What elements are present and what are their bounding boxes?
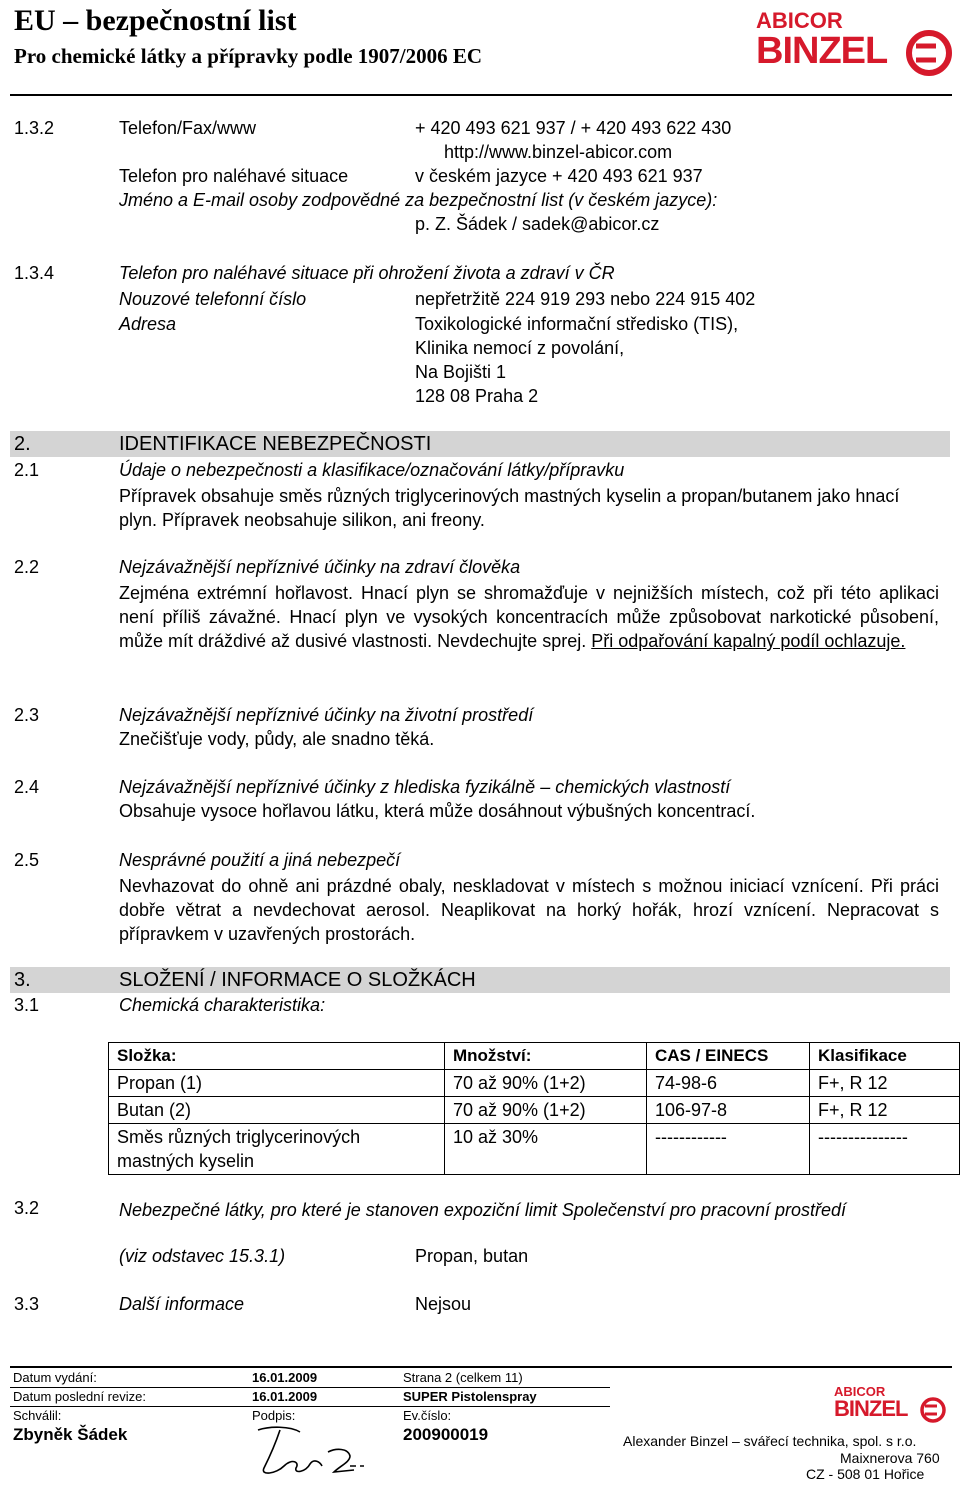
footer-street: Maixnerova 760 xyxy=(840,1450,940,1466)
s31-number: 3.1 xyxy=(14,995,40,1015)
s134-nouz-value: nepřetržitě 224 919 293 nebo 224 915 402 xyxy=(415,289,756,309)
table-cell: 10 až 30% xyxy=(445,1124,647,1175)
footer-approver: Zbyněk Šádek xyxy=(13,1425,128,1444)
s25-text: Nevhazovat do ohně ani prázdné obaly, neskladovat v místech s možnou iniciací vznícení. Při práci dobře větrat a nevdechovat aerosol. Neaplikovat na horký hořák, hrozí vznícení. Nepracovat s přípravkem v uzavřených prostorách. xyxy=(119,876,939,944)
table-header-cell: Množství: xyxy=(445,1043,647,1070)
s25-title: Nesprávné použití a jiná nebezpečí xyxy=(119,850,401,870)
s24-title: Nejzávažnější nepříznivé účinky z hlediska fyzikálně – chemických vlastností xyxy=(119,777,731,797)
table-row xyxy=(109,1097,960,1124)
table-row xyxy=(109,1070,960,1097)
footer-rule xyxy=(10,1366,952,1368)
s132-web-link[interactable]: http://www.binzel-abicor.com xyxy=(444,142,673,162)
s22-text-main: Zejména extrémní hořlavost. Hnací plyn se shromažďuje v nejnižších místech, což při této aplikaci není příliš závažné. Hnací plyn ve vysokých koncentracích může způsobovat narkotické působení, může mít dráždivé až dusivé vlastnosti. Nevdechujte sprej. xyxy=(119,583,939,651)
s132-emergency-label: Telefon pro naléhavé situace xyxy=(119,166,349,186)
s134-nouz-label: Nouzové telefonní číslo xyxy=(119,289,307,309)
s32-text: Nebezpečné látky, pro které je stanoven expoziční limit Společenství pro pracovní prostředí xyxy=(119,1200,847,1220)
s134-addr-line: Toxikologické informační středisko (TIS), xyxy=(415,314,739,334)
s24-number: 2.4 xyxy=(14,777,40,797)
footer-row-line xyxy=(10,1406,610,1407)
s134-addr-label: Adresa xyxy=(119,314,177,334)
table-cell: ------------ xyxy=(647,1124,810,1175)
s134-addr-line: Klinika nemocí z povolání, xyxy=(415,338,625,358)
table-cell: 70 až 90% (1+2) xyxy=(445,1070,647,1097)
s24-text: Obsahuje vysoce hořlavou látku, která může dosáhnout výbušných koncentrací. xyxy=(119,801,756,821)
footer-issued-value: 16.01.2009 xyxy=(252,1370,318,1385)
s32-ref: (viz odstavec 15.3.1) xyxy=(119,1246,286,1266)
footer-signature-label: Podpis: xyxy=(252,1408,296,1423)
footer-row-line xyxy=(10,1387,610,1388)
section-3-title: SLOŽENÍ / INFORMACE O SLOŽKÁCH xyxy=(119,969,476,991)
footer-ev-value: 200900019 xyxy=(403,1425,489,1444)
abicor-binzel-logo: ABICOR BINZEL xyxy=(756,8,952,78)
table-row xyxy=(109,1124,960,1175)
table-header-row xyxy=(109,1043,960,1070)
table-cell: 106-97-8 xyxy=(647,1097,810,1124)
footer-logo: ABICOR BINZEL xyxy=(820,1384,950,1426)
s21-number: 2.1 xyxy=(14,460,40,480)
s132-label: Telefon/Fax/www xyxy=(119,118,257,138)
document-subtitle: Pro chemické látky a přípravky podle 1907/2006 EC xyxy=(14,44,483,68)
s132-phones: + 420 493 621 937 / + 420 493 622 430 xyxy=(415,118,732,138)
logo-swirl-icon xyxy=(920,1396,946,1424)
footer-company: Alexander Binzel – svářecí technika, spol. s r.o. xyxy=(623,1433,917,1449)
s25-number: 2.5 xyxy=(14,850,40,870)
table-cell: --------------- xyxy=(810,1124,960,1175)
footer-ev-label: Ev.číslo: xyxy=(403,1408,452,1423)
table-header-cell: CAS / EINECS xyxy=(647,1043,810,1070)
table-cell: 74-98-6 xyxy=(647,1070,810,1097)
s33-value: Nejsou xyxy=(415,1294,472,1314)
s33-title: Další informace xyxy=(119,1294,245,1314)
footer-city: CZ - 508 01 Hořice xyxy=(806,1466,925,1482)
s134-addr-line: 128 08 Praha 2 xyxy=(415,386,539,406)
composition-table xyxy=(108,1042,960,1175)
table-cell: Propan (1) xyxy=(109,1070,445,1097)
footer-product: SUPER Pistolenspray xyxy=(403,1389,537,1404)
s32-number: 3.2 xyxy=(14,1198,40,1218)
logo-swirl-icon xyxy=(906,28,952,78)
footer-page: Strana 2 (celkem 11) xyxy=(403,1370,523,1385)
s132-emergency-value: v českém jazyce + 420 493 621 937 xyxy=(415,166,703,186)
s134-title: Telefon pro naléhavé situace při ohrožení života a zdraví v ČR xyxy=(119,263,615,283)
table-cell: F+, R 12 xyxy=(810,1097,960,1124)
s132-responsible: Jméno a E-mail osoby zodpovědné za bezpečnostní list (v českém jazyce): xyxy=(119,190,718,210)
s21-text: Přípravek obsahuje směs různých triglycerinových mastných kyselin a propan/butanem jako hnací plyn. Přípravek neobsahuje silikon, ani freony. xyxy=(119,486,900,530)
s23-text: Znečišťuje vody, půdy, ale snadno těká. xyxy=(119,729,435,749)
s23-title: Nejzávažnější nepříznivé účinky na životní prostředí xyxy=(119,705,534,725)
s22-title: Nejzávažnější nepříznivé účinky na zdraví člověka xyxy=(119,557,521,577)
section-2-title: IDENTIFIKACE NEBEZPEČNOSTI xyxy=(119,433,432,455)
s134-addr-line: Na Bojišti 1 xyxy=(415,362,507,382)
s22-text-underlined: Při odpařování kapalný podíl ochlazuje. xyxy=(591,631,906,651)
table-cell: Butan (2) xyxy=(109,1097,445,1124)
s23-number: 2.3 xyxy=(14,705,40,725)
document-title: EU – bezpečnostní list xyxy=(14,4,297,37)
s33-number: 3.3 xyxy=(14,1294,40,1314)
footer-approved-label: Schválil: xyxy=(13,1408,62,1423)
s132-number: 1.3.2 xyxy=(14,118,55,138)
signature-image xyxy=(250,1422,370,1482)
section-2-number: 2. xyxy=(14,433,31,455)
footer-issued-label: Datum vydání: xyxy=(13,1370,97,1385)
section-3-number: 3. xyxy=(14,969,31,991)
s22-number: 2.2 xyxy=(14,557,40,577)
table-header-cell: Klasifikace xyxy=(810,1043,960,1070)
s21-title: Údaje o nebezpečnosti a klasifikace/označování látky/přípravku xyxy=(119,460,625,480)
s134-number: 1.3.4 xyxy=(14,263,55,283)
table-cell: F+, R 12 xyxy=(810,1070,960,1097)
s22-text xyxy=(119,581,939,653)
footer-revision-label: Datum poslední revize: xyxy=(13,1389,146,1404)
table-header-cell: Složka: xyxy=(109,1043,445,1070)
footer-revision-value: 16.01.2009 xyxy=(252,1389,318,1404)
s32-value: Propan, butan xyxy=(415,1246,529,1266)
table-cell: 70 až 90% (1+2) xyxy=(445,1097,647,1124)
s31-title: Chemická charakteristika: xyxy=(119,995,326,1015)
s132-responsible-value: p. Z. Šádek / sadek@abicor.cz xyxy=(415,214,660,234)
header-rule xyxy=(10,94,952,96)
table-cell: Směs různých triglycerinových mastných kyselin xyxy=(109,1124,445,1175)
